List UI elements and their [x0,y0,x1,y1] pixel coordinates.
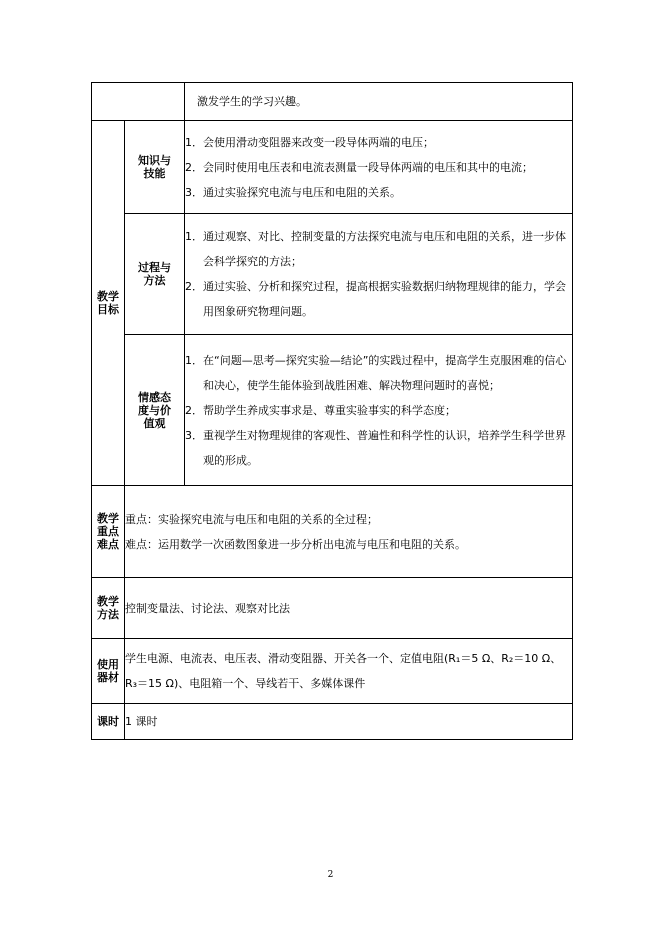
period-label-cell [92,704,125,740]
list-item [185,274,572,324]
item-number: 2． [185,280,203,293]
equipment-label-cell [92,639,125,704]
attitude-label-line-3: 值观 [143,416,166,430]
key-points-row [92,486,573,578]
item-number: 2． [185,160,203,174]
knowledge-label-cell [125,121,185,214]
period-label: 课时 [97,715,119,728]
item-number: 1． [185,135,203,149]
difficult-point-text: 难点：运用数学一次函数图象进一步分析出电流与电压和电阻的关系。 [125,537,466,551]
key-points-label-cell [92,486,125,578]
item-text: 通过实验、分析和探究过程，提高根据实验数据归纳物理规律的能力，学会用图象研究物理问题。 [203,280,566,318]
list-item [185,155,572,180]
key-point-text: 重点：实验探究电流与电压和电阻的关系的全过程； [125,512,378,526]
goals-label-line-2: 目标 [97,303,119,316]
attitude-list [185,348,572,473]
item-number: 3． [185,185,203,199]
attitude-row [92,335,573,486]
equipment-label-line-2: 器材 [97,671,119,684]
methods-content [125,578,573,639]
attitude-label-cell [125,335,185,486]
item-text: 在“问题—思考—探究实验—结论”的实践过程中，提高学生克服困难的信心和决心，使学生能体验到战胜困难、解决物理问题时的喜悦； [203,353,567,392]
methods-label-line-2: 方法 [97,608,119,621]
knowledge-content [185,121,573,214]
item-text: 重视学生对物理规律的客观性、普遍性和科学性的认识，培养学生科学世界观的形成。 [203,428,566,467]
item-text: 通过实验探究电流与电压和电阻的关系。 [203,185,401,199]
empty-label-cell [92,83,185,121]
process-label-line-2: 方法 [143,274,166,287]
list-item [185,398,572,423]
methods-row [92,578,573,639]
period-row [92,704,573,740]
list-item [185,423,572,473]
process-content [185,214,573,335]
item-text: 会同时使用电压表和电流表测量一段导体两端的电压和其中的电流； [203,160,533,174]
page-number: 2 [327,870,334,880]
equipment-row [92,639,573,704]
key-points-label-line-1: 教学 [97,512,119,525]
item-number: 1． [185,353,203,367]
knowledge-label-line-2: 技能 [143,167,166,180]
continuation-row [92,83,573,121]
list-item [185,224,572,274]
attitude-content [185,335,573,486]
lesson-plan-table [91,82,573,740]
continuation-cell [185,83,573,121]
methods-label-cell [92,578,125,639]
item-number: 2． [185,403,203,417]
key-points-content [125,486,573,578]
period-content [125,704,573,740]
equipment-content [125,639,573,704]
list-item [185,348,572,398]
process-label-line-1: 过程与 [138,261,171,274]
list-item [185,180,572,205]
attitude-label-line-2: 度与价 [138,403,171,417]
continuation-text: 激发学生的学习兴趣。 [197,95,307,108]
list-item [185,130,572,155]
process-list [185,224,572,324]
key-points-label-line-2: 重点 [97,525,119,538]
methods-label-line-1: 教学 [97,595,119,608]
attitude-label-line-1: 情感态 [138,390,171,404]
item-text: 会使用滑动变阻器来改变一段导体两端的电压； [203,135,434,149]
item-number: 3． [185,428,203,442]
goals-label-line-1: 教学 [97,290,119,303]
goals-label-cell [92,121,125,486]
item-text: 通过观察、对比、控制变量的方法探究电流与电压和电阻的关系，进一步体会科学探究的方法； [203,230,566,268]
equipment-text: 学生电源、电流表、电压表、滑动变阻器、开关各一个、定值电阻(R₁＝5 Ω、R₂＝10 Ω、R₃＝15 Ω)、电阻箱一个、导线若干、多媒体课件 [125,652,562,690]
period-text: 1 课时 [125,715,158,728]
item-number: 1． [185,230,203,243]
process-label-cell [125,214,185,335]
process-row [92,214,573,335]
methods-text: 控制变量法、讨论法、观察对比法 [125,601,290,615]
key-points-label-line-3: 难点 [97,538,119,551]
knowledge-label-line-1: 知识与 [138,154,171,167]
knowledge-list [185,130,572,205]
equipment-label-line-1: 使用 [97,658,119,671]
knowledge-row [92,121,573,214]
item-text: 帮助学生养成实事求是、尊重实验事实的科学态度； [203,403,456,417]
